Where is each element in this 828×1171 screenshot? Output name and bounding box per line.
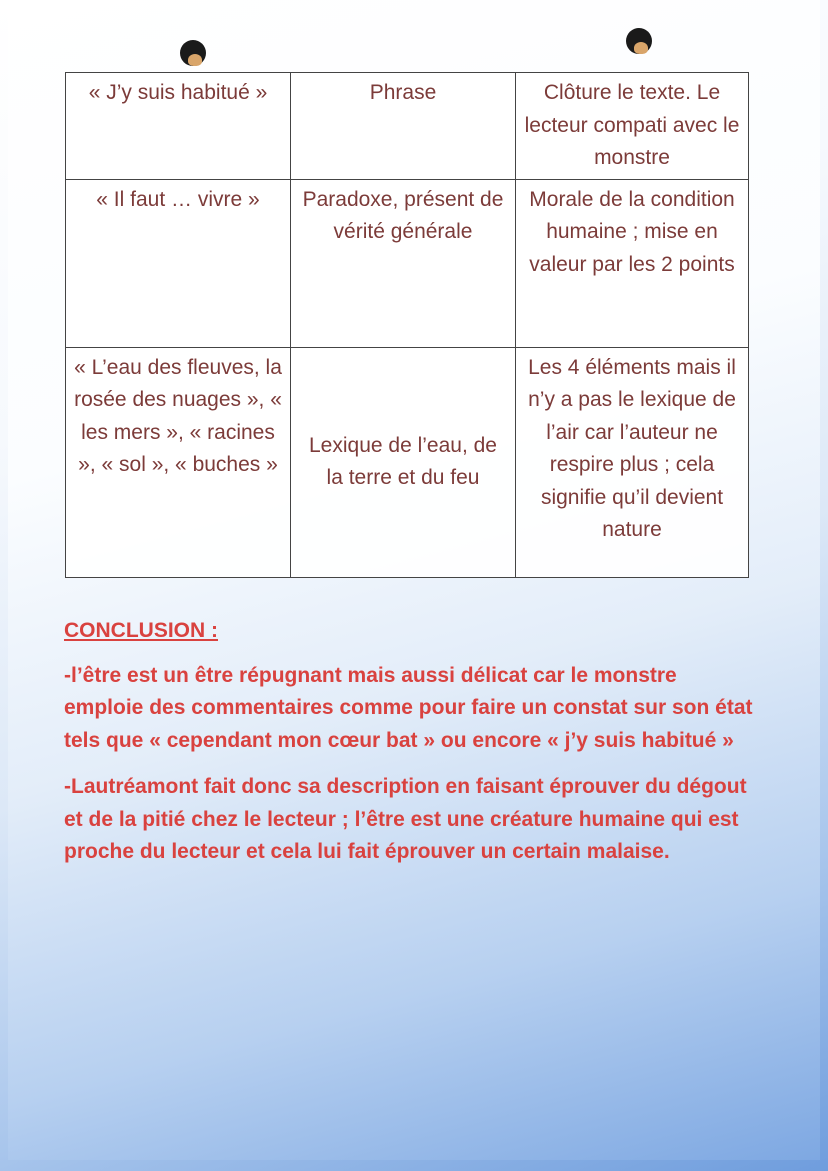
table-cell-quote: « J’y suis habitué » <box>66 73 291 180</box>
analysis-table <box>65 72 749 578</box>
table-cell-device: Lexique de l’eau, de la terre et du feu <box>291 347 516 577</box>
table-row <box>66 347 749 577</box>
conclusion-heading: CONCLUSION : <box>64 619 218 642</box>
pushpin-icon <box>180 40 206 66</box>
conclusion-paragraph: -l’être est un être répugnant mais aussi délicat car le monstre emploie des commentaires comme pour faire un constat sur son état tels que « cependant mon cœur bat » ou encore « j’y suis habitué » <box>64 663 753 752</box>
table-cell-quote: « Il faut … vivre » <box>66 179 291 347</box>
table-row <box>66 73 749 180</box>
conclusion-section <box>64 615 754 883</box>
table-cell-device: Paradoxe, présent de vérité générale <box>291 179 516 347</box>
table-row <box>66 179 749 347</box>
table-cell-device: Phrase <box>291 73 516 180</box>
table-cell-effect: Morale de la condition humaine ; mise en valeur par les 2 points <box>516 179 749 347</box>
table-cell-effect: Clôture le texte. Le lecteur compati avec le monstre <box>516 73 749 180</box>
pushpin-icon <box>626 28 652 54</box>
conclusion-paragraph: -Lautréamont fait donc sa description en faisant éprouver du dégout et de la pitié chez le lecteur ; l’être est une créature humaine qui est proche du lecteur et cela lui fait éprouver un certain malaise. <box>64 775 747 863</box>
table-cell-quote: « L’eau des fleuves, la rosée des nuages », « les mers », « racines », « sol », « buches » <box>66 347 291 577</box>
table-cell-effect: Les 4 éléments mais il n’y a pas le lexique de l’air car l’auteur ne respire plus ; cela signifie qu’il devient nature <box>516 347 749 577</box>
